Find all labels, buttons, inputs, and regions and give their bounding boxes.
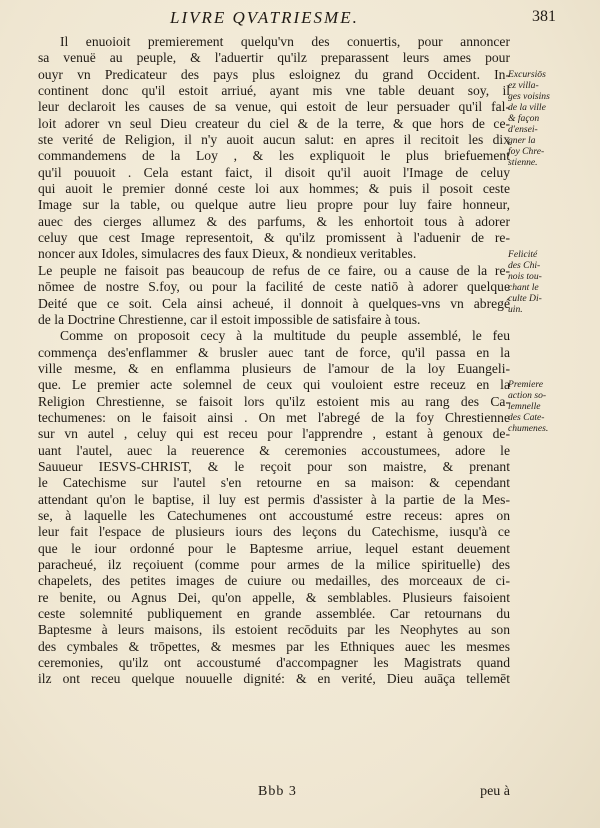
text-line: que le iour ordonné pour le Baptesme arriue, lequel estant deuement [38, 540, 510, 556]
text-line: ceremonies, qu'ilz ont accoustumé d'accompagner les Magistrats quand [38, 655, 510, 671]
text-line: Deité que ce soit. Cela ainsi acheué, il donnoit à quelques-vns vn abregé [38, 295, 510, 311]
text-line: que. Le premier acte solemnel de ceux qui vouloient estre receuz en la [38, 377, 510, 393]
text-line: ville mesme, & en enflamma plusieurs de l'amour de la loy Euangeli- [38, 360, 510, 376]
page-footer [38, 784, 510, 802]
text-line: noncer aux Idoles, simulacres des faux Dieux, & nondieux veritables. [38, 246, 417, 262]
margin-note [508, 69, 594, 168]
margin-note-line: ez villa- [508, 79, 539, 91]
text-line: des cymbales & trōpettes, & mesmes par les Ethniques auec les mesmes [38, 638, 510, 654]
text-line: commandemens de la Loy , & les expliquoit le plus briefuement [38, 148, 510, 164]
text-line: qui auoit le premier donné ceste loi aux hommes; & puis il posoit ceste [38, 181, 510, 197]
margin-note-line: nois tou- [508, 270, 542, 282]
margin-note-line: des Cate- [508, 412, 545, 424]
margin-note-line: ges voisins [508, 90, 550, 102]
text-line: celuy que cest Image representoit, & qu'ilz promissent à l'aduenir de re- [38, 230, 510, 246]
text-line: paracheué, ilz reçoiuent (comme pour armes de la milice spirituelle) des [38, 557, 510, 572]
catchword: peu à [480, 784, 510, 799]
margin-note-line: stienne. [508, 156, 538, 168]
margin-note-line: action so- [508, 390, 547, 402]
text-line: se, à laquelle les Catechumenes ont accoustumé estre receus: apres on [38, 507, 510, 523]
margin-note-line: des Chi- [508, 259, 541, 271]
margin-note-line: Excursiōs [508, 68, 546, 80]
text-line: Religion Chrestienne, se faisoit lors qu'ilz estoient mis au rang des Ca- [38, 393, 510, 409]
margin-note-line: chumenes. [508, 423, 549, 435]
margin-note-line: gner la [508, 134, 536, 146]
margin-note-line: & façon [508, 112, 540, 124]
text-line: attendant qu'on le baptise, il luy est permis d'assister à la partie de la Mes- [38, 491, 510, 507]
text-line: leur fait l'espace de plusieurs iours des leçons du Catechisme, iusqu'à ce [38, 524, 510, 540]
margin-note-line: Premiere [508, 379, 543, 391]
text-line: loit adorer vn seul Dieu createur du ciel & de la terre, & que hors de ce- [38, 115, 510, 131]
text-line: qu'il pouuoit . Cela estant faict, il disoit qu'il auoit l'Image de celuy [38, 164, 510, 180]
margin-note [508, 379, 594, 434]
page-number: 381 [532, 8, 556, 25]
text-line: continent donc qu'il estoit arriué, ayant mis vne table deuant soy, il [38, 83, 510, 99]
text-line: Image sur la table, ou quelque autre lieu propre pour luy faire honneur, [38, 197, 510, 213]
page-header [40, 8, 560, 30]
text-line: Le peuple ne faisoit pas beaucoup de refus de ce faire, ou a cause de la re- [38, 262, 510, 278]
text-line: commença des'enflammer & brusler auec tant de force, qu'il passa en la [38, 344, 510, 360]
margin-note-line: Felicité [508, 248, 538, 260]
margin-note [508, 249, 594, 315]
margin-note-line: foy Chre- [508, 145, 545, 157]
margin-note-line: chant le [508, 281, 539, 293]
text-line: auec des cierges allumez & des parfums, & les enhortoit tous à adorer [38, 213, 510, 229]
text-line: ouyr vn Predicateur des pays plus esloignez du grand Occident. In- [38, 66, 510, 82]
text-line: sur vn autel , celuy qui est receu pour l'apprendre , estant à genoux de- [38, 426, 510, 442]
text-line: ste verité de Religion, il n'y auoit aucun salut: en apres il recitoit les dix [38, 132, 510, 148]
signature-mark: Bbb 3 [258, 784, 297, 799]
text-line: Sauueur IESVS-CHRIST, & le reçoit pour son maistre, & prenant [38, 458, 510, 474]
text-line: leur declaroit les causes de sa venue, qui estoit de leur persuader qu'il fal- [38, 99, 510, 115]
margin-note-line: lemnelle [508, 401, 541, 413]
text-line: Baptesme à leurs maisons, ils estoient recōduits par les Neophytes au son [38, 622, 510, 638]
text-line: de la Doctrine Chrestienne, car il estoit impossible de satisfaire à tous. [38, 311, 421, 327]
text-line: sa venuë au peuple, & l'aduertir qu'ilz preparassent leurs ames pour [38, 50, 510, 66]
text-line: ceste solemnité publiquement en grande assemblée. Car retournans du [38, 606, 510, 622]
margin-note-line: d'ensei- [508, 123, 538, 135]
margin-note-line: de la ville [508, 101, 546, 113]
text-line: uant l'autel, auec la reuerence & ceremonies accoustumees, adore le [38, 442, 510, 458]
text-line: re benite, ou Agnus Dei, qu'on appelle, & semblables. Plusieurs faisoient [38, 589, 510, 605]
text-line: ilz ont receu quelque nouuelle dignité: & en verité, Dieu auāça tellemēt [38, 671, 510, 687]
margin-note-line: culte Di- [508, 292, 542, 304]
text-line: techumenes: on le faisoit ainsi . On met l'abregé de la foy Chrestienne [38, 409, 510, 425]
text-line: Comme on proposoit cecy à la multitude du peuple assemblé, le feu [60, 328, 510, 344]
text-line: nōmee de nostre S.foy, ou pour la facilité de ceste natiō à adorer quelque [38, 279, 510, 295]
margin-note-line: uin. [508, 303, 523, 315]
text-line: le Catechisme sur l'autel s'en retourne en sa maison: & cependant [38, 475, 510, 491]
running-title: LIVRE QVATRIESME. [170, 8, 359, 27]
text-line: Il enuoioit premierement quelqu'vn des conuertis, pour annoncer [60, 34, 510, 49]
text-line: chapelets, des petites images de cuiure ou medailles, des morceaux de ci- [38, 573, 510, 589]
body-text [38, 34, 510, 688]
